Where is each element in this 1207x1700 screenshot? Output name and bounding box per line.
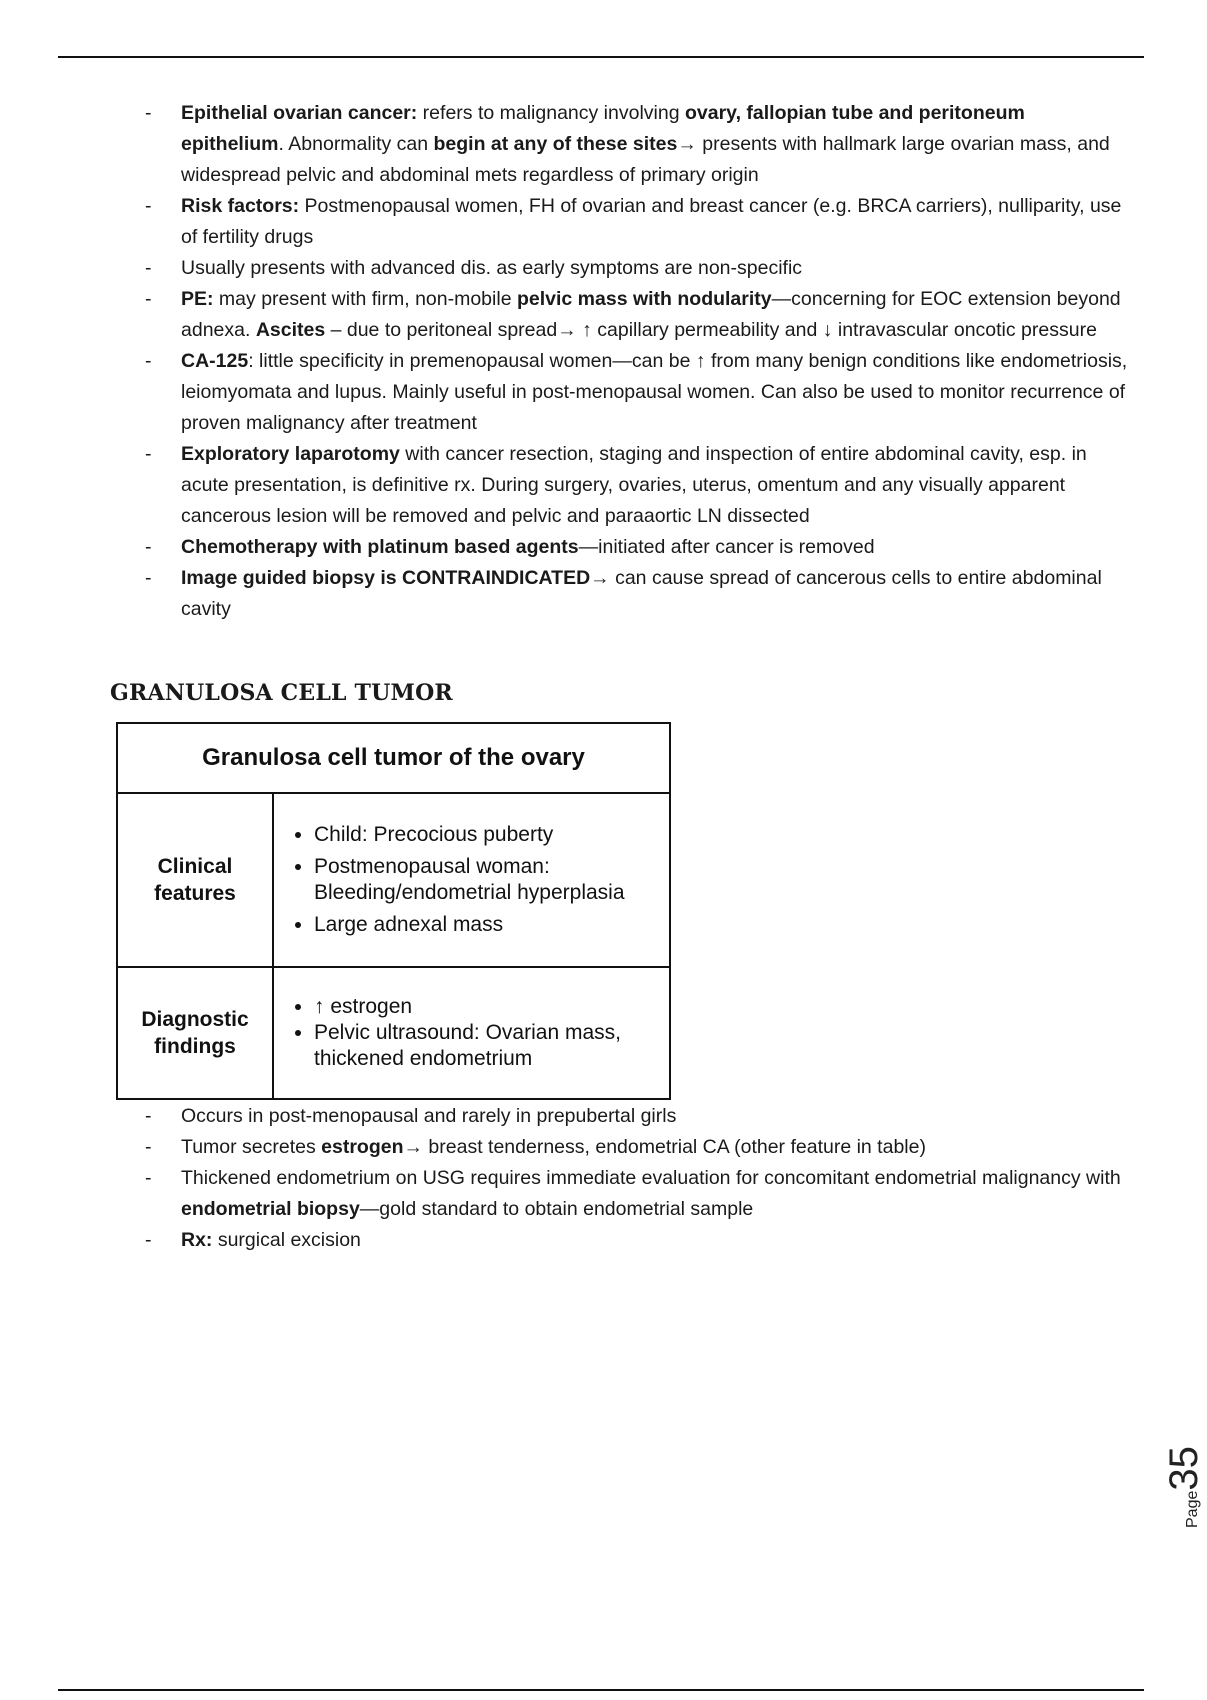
- text-segment: surgical excision: [212, 1229, 361, 1251]
- text-segment: Thickened endometrium on USG requires immediate evaluation for concomitant endometrial malignancy with: [181, 1167, 1121, 1189]
- diagnostic-findings-label: Diagnostic findings: [117, 967, 273, 1099]
- clinical-item: • Postmenopausal woman: Bleeding/endometrial hyperplasia: [314, 854, 659, 906]
- bold-segment: ovary, fallopian tube and peritoneum epithelium: [181, 102, 1025, 155]
- bold-segment: Chemotherapy with platinum based agents: [181, 536, 579, 558]
- bold-segment: Ascites: [255, 319, 326, 341]
- text-segment: breast tenderness, endometrial CA (other feature in table): [423, 1136, 926, 1158]
- list-item: [0, 439, 1200, 532]
- page-number-value: 35: [1162, 1446, 1206, 1491]
- clinical-features-label: Clinical features: [117, 793, 273, 967]
- text-segment: with cancer resection, staging and inspection of entire abdominal cavity, esp. in acute presentation, is definitive rx. During surgery, ovaries, uterus, omentum and any visually apparent cancerous lesion will be removed and pelvic and paraaortic LN dissected: [181, 443, 1087, 527]
- list-item: [0, 346, 1200, 439]
- bullet-dash: -: [145, 350, 152, 372]
- bullet-dash: -: [145, 288, 152, 310]
- granulosa-notes-list: [0, 1101, 1200, 1256]
- bold-segment: Epithelial ovarian cancer:: [181, 102, 418, 124]
- text-segment: . Abnormality can: [278, 133, 434, 155]
- footer-rule: [58, 1689, 1144, 1691]
- text-segment: —concerning for EOC extension beyond adnexa.: [181, 288, 1121, 341]
- text-segment: Usually presents with advanced dis. as early symptoms are non-specific: [181, 257, 803, 279]
- bullet-dash: -: [145, 1229, 152, 1251]
- page-number: [1162, 1420, 1206, 1530]
- diagnostic-findings-cell: [273, 967, 670, 1099]
- bullet-dash: -: [145, 102, 152, 124]
- text-segment: Postmenopausal women, FH of ovarian and breast cancer (e.g. BRCA carriers), nulliparity, use of fertility drugs: [181, 195, 1122, 248]
- list-item: [0, 253, 1200, 284]
- text-segment: → presents with hallmark large ovarian mass, and widespread pelvic and abdominal mets regardless of primary origin: [181, 133, 1110, 186]
- diagnostic-item: • ↑ estrogen: [314, 994, 659, 1020]
- text-segment: —gold standard to obtain endometrial sample: [359, 1198, 754, 1220]
- table-row-clinical: [117, 793, 670, 967]
- bold-segment: begin at any of these sites: [433, 133, 678, 155]
- header-rule: [58, 56, 1144, 58]
- text-segment: —initiated after cancer is removed: [578, 536, 875, 558]
- bullet-dash: -: [145, 257, 152, 279]
- bold-segment: estrogen→: [321, 1136, 424, 1158]
- table-row-diagnostic: [117, 967, 670, 1099]
- bold-segment: endometrial biopsy: [181, 1198, 360, 1220]
- bold-segment: pelvic mass with nodularity: [516, 288, 772, 310]
- bold-segment: Risk factors:: [181, 195, 300, 217]
- text-segment: refers to malignancy involving: [417, 102, 685, 124]
- text-segment: Tumor secretes: [181, 1136, 322, 1158]
- list-item: [0, 1225, 1200, 1256]
- text-segment: can cause spread of cancerous cells to entire abdominal cavity: [181, 567, 1102, 620]
- bold-segment: PE:: [181, 288, 214, 310]
- bullet-dash: -: [145, 1167, 152, 1189]
- text-segment: : little specificity in premenopausal women—can be ↑ from many benign conditions like endometriosis, leiomyomata and lupus. Mainly useful in post-menopausal women. Can also be used to monitor recurrence of proven malignancy after treatment: [181, 350, 1128, 434]
- list-item: [0, 284, 1200, 346]
- clinical-item: • Child: Precocious puberty: [314, 822, 659, 848]
- list-item: [0, 1163, 1200, 1225]
- bullet-dash: -: [145, 567, 152, 589]
- clinical-features-cell: [273, 793, 670, 967]
- bullet-dash: -: [145, 536, 152, 558]
- bold-segment: Rx:: [181, 1229, 213, 1251]
- bold-segment: Exploratory laparotomy: [181, 443, 400, 465]
- table-title: Granulosa cell tumor of the ovary: [117, 723, 670, 793]
- bold-segment: CA-125: [181, 350, 249, 372]
- text-segment: may present with firm, non-mobile: [213, 288, 517, 310]
- list-item: [0, 1132, 1200, 1163]
- clinical-item: • Large adnexal mass: [314, 912, 659, 938]
- text-segment: – due to peritoneal spread→ ↑ capillary permeability and ↓ intravascular oncotic pressure: [325, 319, 1097, 341]
- bullet-dash: -: [145, 195, 152, 217]
- section-heading-granulosa: GRANULOSA CELL TUMOR: [110, 680, 453, 706]
- granulosa-cell-tumor-table: [116, 722, 671, 1100]
- bullet-dash: -: [145, 1105, 152, 1127]
- bold-segment: Image guided biopsy is CONTRAINDICATED→: [181, 567, 610, 589]
- diagnostic-item: • Pelvic ultrasound: Ovarian mass, thickened endometrium: [314, 1020, 659, 1072]
- list-item: [0, 191, 1200, 253]
- text-segment: Occurs in post-menopausal and rarely in prepubertal girls: [181, 1105, 677, 1127]
- bullet-dash: -: [145, 443, 152, 465]
- list-item: [0, 1101, 1200, 1132]
- page-label: Page: [1184, 1490, 1201, 1528]
- bullet-dash: -: [145, 1136, 152, 1158]
- list-item: [0, 532, 1200, 563]
- epithelial-ovarian-cancer-list: [0, 98, 1200, 625]
- list-item: [0, 98, 1200, 191]
- list-item: [0, 563, 1200, 625]
